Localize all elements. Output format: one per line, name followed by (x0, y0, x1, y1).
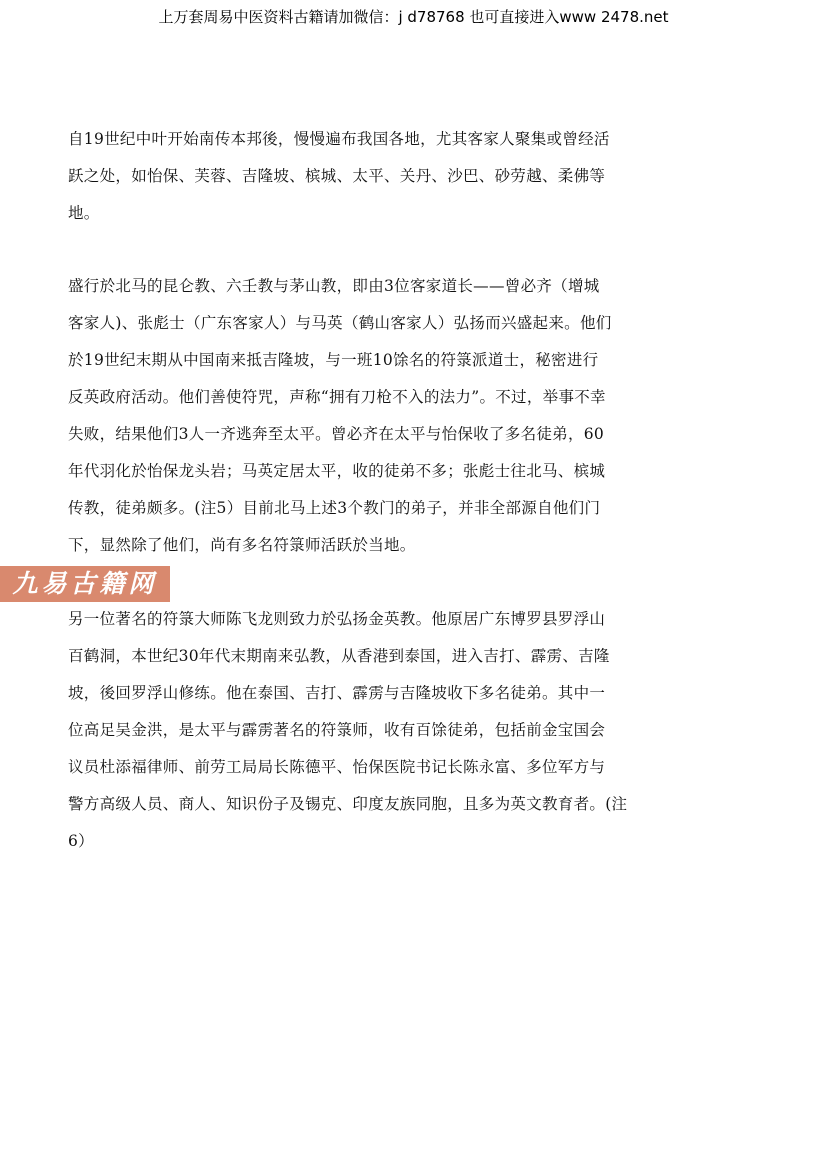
paragraph-line: 坡，後回罗浮山修练。他在泰国、吉打、霹雳与吉隆坡收下多名徒弟。其中一 (68, 684, 606, 702)
paragraph-line: 警方高级人员、商人、知识份子及锡克、印度友族同胞，且多为英文教育者。(注 (68, 795, 628, 813)
paragraph-line: 百鹤洞，本世纪30年代末期南来弘教，从香港到泰国，进入吉打、霹雳、吉隆 (68, 647, 610, 665)
paragraph-line: 年代羽化於怡保龙头岩；马英定居太平，收的徒弟不多；张彪士往北马、槟城 (68, 462, 606, 480)
paragraph-line: 位高足吴金洪，是太平与霹雳著名的符箓师，收有百馀徒弟，包括前金宝国会 (68, 721, 606, 739)
paragraph-line: 另一位著名的符箓大师陈飞龙则致力於弘扬金英教。他原居广东博罗县罗浮山 (68, 610, 606, 628)
paragraph-2 (68, 268, 638, 564)
paragraph-line: 失败，结果他们3人一齐逃奔至太平。曾必齐在太平与怡保收了多名徒弟，60 (68, 425, 605, 443)
paragraph-line: 传教，徒弟颇多。(注5）目前北马上述3个教门的弟子，并非全部源自他们门 (68, 499, 601, 517)
site-logo-watermark: 九易古籍网 (0, 566, 170, 602)
paragraph-3 (68, 601, 638, 860)
paragraph-line: 地。 (68, 204, 100, 222)
paragraph-line: 下，显然除了他们，尚有多名符箓师活跃於当地。 (68, 536, 416, 554)
paragraph-line: 客家人)、张彪士（广东客家人）与马英（鹤山客家人）弘扬而兴盛起来。他们 (68, 314, 612, 332)
paragraph-1 (68, 121, 638, 232)
paragraph-line: 6） (68, 832, 94, 850)
paragraph-line: 於19世纪末期从中国南来抵吉隆坡，与一班10馀名的符箓派道士，秘密进行 (68, 351, 599, 369)
paragraph-line: 盛行於北马的昆仑教、六壬教与茅山教，即由3位客家道长——曾必齐（增城 (68, 277, 600, 295)
paragraph-line: 跃之处，如怡保、芙蓉、吉隆坡、槟城、太平、关丹、沙巴、砂劳越、柔佛等 (68, 167, 606, 185)
paragraph-line: 自19世纪中叶开始南传本邦後，慢慢遍布我国各地，尤其客家人聚集或曾经活 (68, 130, 610, 148)
paragraph-line: 反英政府活动。他们善使符咒，声称“拥有刀枪不入的法力”。不过，举事不幸 (68, 388, 606, 406)
page-header-banner: 上万套周易中医资料古籍请加微信：j d78768 也可直接进入www 2478.net (158, 8, 669, 26)
paragraph-line: 议员杜添福律师、前劳工局局长陈德平、怡保医院书记长陈永富、多位军方与 (68, 758, 606, 776)
